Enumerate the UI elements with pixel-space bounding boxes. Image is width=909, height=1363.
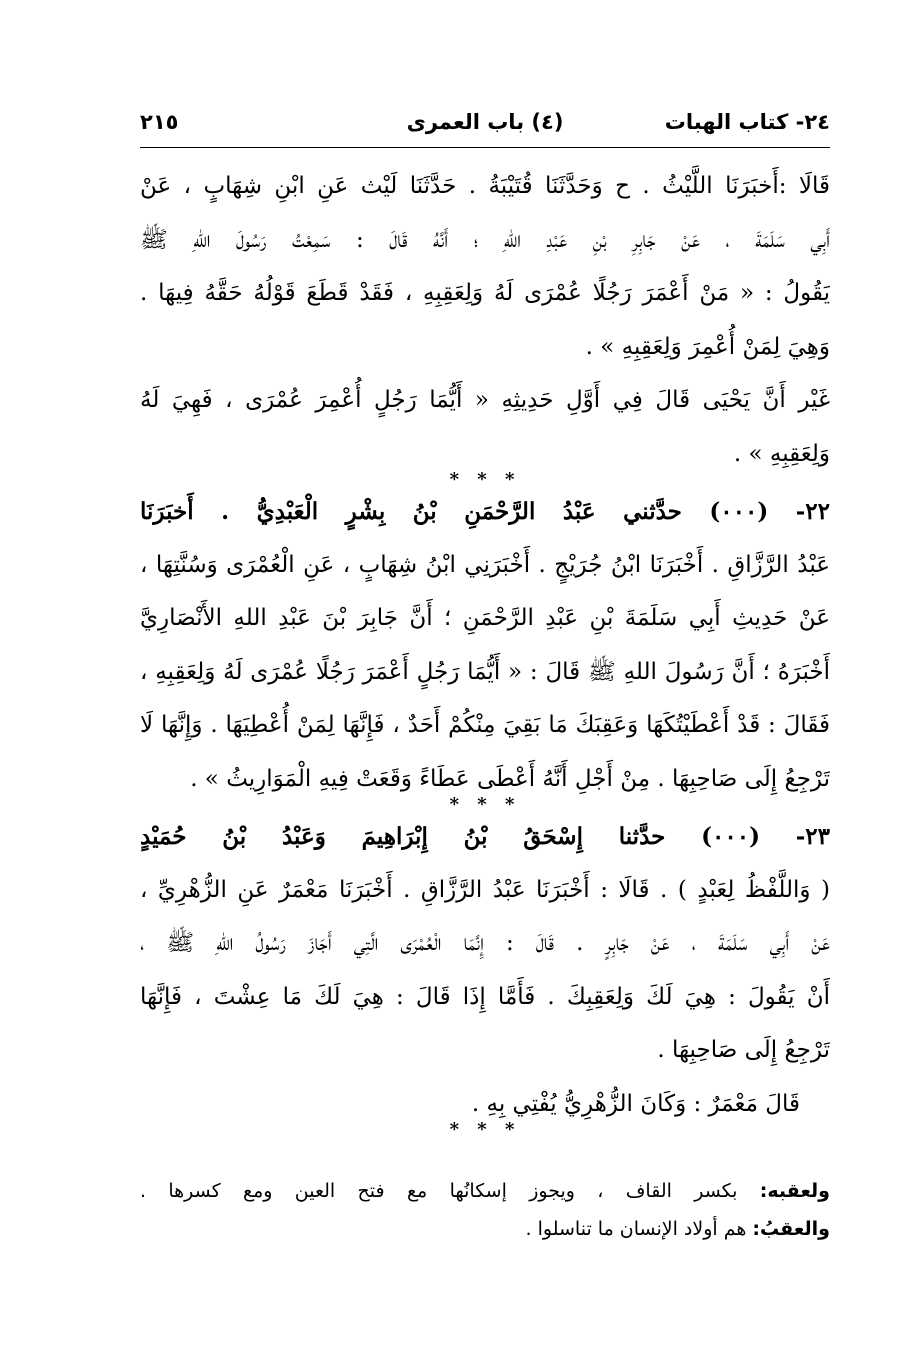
chapter-title: ٢٤- كتاب الهبات xyxy=(664,110,830,134)
page-header xyxy=(140,110,830,146)
text-line: تَرْجِعُ إِلَى صَاحِبِهَا . مِنْ أَجْلِ أَنَّهُ أَعْطَى عَطَاءً وَقَعَتْ فِيهِ الْمَوَارِيثُ » . xyxy=(190,765,830,792)
text-line: عَبْدُ الرَّزَّاقِ . أَخْبَرَنَا ابْنُ جُرَيْجٍ . أَخْبَرَنِي ابْنُ شِهَابٍ ، عَنِ الْعُمْرَى وَسُنَّتِهَا ، xyxy=(140,551,830,578)
footnote-term: والعقبُ: xyxy=(752,1218,830,1240)
page-number: ٢١٥ xyxy=(140,110,179,134)
text-line: تَرْجِعُ إِلَى صَاحِبِهَا . xyxy=(657,1037,830,1063)
text-line: قَالَا :أَخبَرَنَا اللَّيْثُ . ح وَحَدَّثَنَا قُتَيْبَةُ . حَدَّثَنَا لَيْث عَنِ ابْنِ شِهَابٍ ، عَنْ xyxy=(140,173,830,199)
footnote xyxy=(140,1172,830,1210)
section-title: (٤) باب العمرى xyxy=(406,110,564,134)
text-line: ( وَاللَّفْظُ لِعَبْدٍ ) . قَالَا : أَخْبَرَنَا عَبْدُ الرَّزَّاقِ . أَخْبَرَنَا مَعْمَرٌ عَنِ الزُّهْرِيِّ ، xyxy=(140,876,830,903)
text-line: عَنْ أَبِي سَلَمَةَ ، عَنْ جَابِرٍ . قَالَ : إِنَّمَا الْعُمْرَى الَّتِي أَجَازَ رَسُولُ اللهِ ﷺ ، xyxy=(140,930,830,956)
section-separator: * * * xyxy=(449,794,521,815)
header-rule xyxy=(140,147,830,148)
text-line: قَالَ مَعْمَرٌ : وَكَانَ الزُّهْرِيُّ يُفْتِي بِهِ . xyxy=(471,1090,800,1117)
hadith-heading: ٢٣- (٠٠٠) حدَّثنا إِسْحَقُ بْنُ إِبْرَاهِيمَ وَعَبْدُ بْنُ حُمَيْدٍ xyxy=(140,823,830,850)
section-separator: * * * xyxy=(449,469,521,490)
text-line: وَلِعَقِبِهِ » . xyxy=(733,440,830,467)
section-separator: * * * xyxy=(449,1119,521,1140)
text-line: فَقَالَ : قَدْ أَعْطَيْتُكَهَا وَعَقِبَكَ مَا بَقِيَ مِنْكُمْ أَحَدٌ ، فَإِنَّهَا لِمَنْ أُعْطِيَهَا . وَإِنَّهَا لَا xyxy=(140,712,830,738)
text-line: عَنْ حَدِيثِ أَبِي سَلَمَةَ بْنِ عَبْدِ الرَّحْمَنِ ؛ أَنَّ جَابِرَ بْنَ عَبْدِ اللهِ الأَنْصَارِيَّ xyxy=(140,605,830,631)
hadith-text xyxy=(140,160,830,1140)
text-line: أَبِي سَلَمَةَ ، عَنْ جَابِرِ بْنِ عَبْدِ اللهِ ؛ أَنَّهُ قَالَ : سَمِعْتُ رَسُولَ اللهِ ﷺ xyxy=(140,226,830,253)
text-line: وَهِيَ لِمَنْ أُعْمِرَ وَلِعَقِبِهِ » . xyxy=(585,333,830,360)
text-line: أَخْبَرَهُ ؛ أَنَّ رَسُولَ اللهِ ﷺ قَالَ : « أَيُّمَا رَجُلٍ أَعْمَرَ رَجُلًا عُمْرَى لَهُ وَلِعَقِبِهِ ، xyxy=(140,658,830,685)
text-line: غَيْر أَنَّ يَحْيَى قَالَ فِي أَوَّلِ حَدِيثِهِ « أَيُّمَا رَجُلٍ أُعْمِرَ عُمْرَى ، فَهِيَ لَهُ xyxy=(140,387,830,413)
text-line: يَقُولُ : « مَنْ أَعْمَرَ رَجُلًا عُمْرَى لَهُ وَلِعَقِبِهِ ، فَقَدْ قَطَعَ قَوْلُهُ حَقَّهُ فِيهَا . xyxy=(140,280,830,306)
hadith-heading: ٢٢- (٠٠٠) حدَّثني عَبْدُ الرَّحْمَنِ بْنُ بِشْرٍ الْعَبْدِيُّ . أَخبَرَنَا xyxy=(140,498,830,525)
footnote-text: هم أولاد الإنسان ما تناسلوا . xyxy=(525,1218,753,1240)
footnote-text: بكسر القاف ، ويجوز إسكانُها مع فتح العين ومع كسرها . xyxy=(140,1180,760,1202)
footnotes xyxy=(140,1172,830,1248)
footnote xyxy=(140,1210,830,1248)
text-line: أَنْ يَقُولَ : هِيَ لَكَ وَلِعَقِبِكَ . فَأَمَّا إِذَا قَالَ : هِيَ لَكَ مَا عِشْتَ ، فَإِنَّهَا xyxy=(140,983,830,1010)
footnote-term: ولعقبه: xyxy=(759,1180,830,1202)
